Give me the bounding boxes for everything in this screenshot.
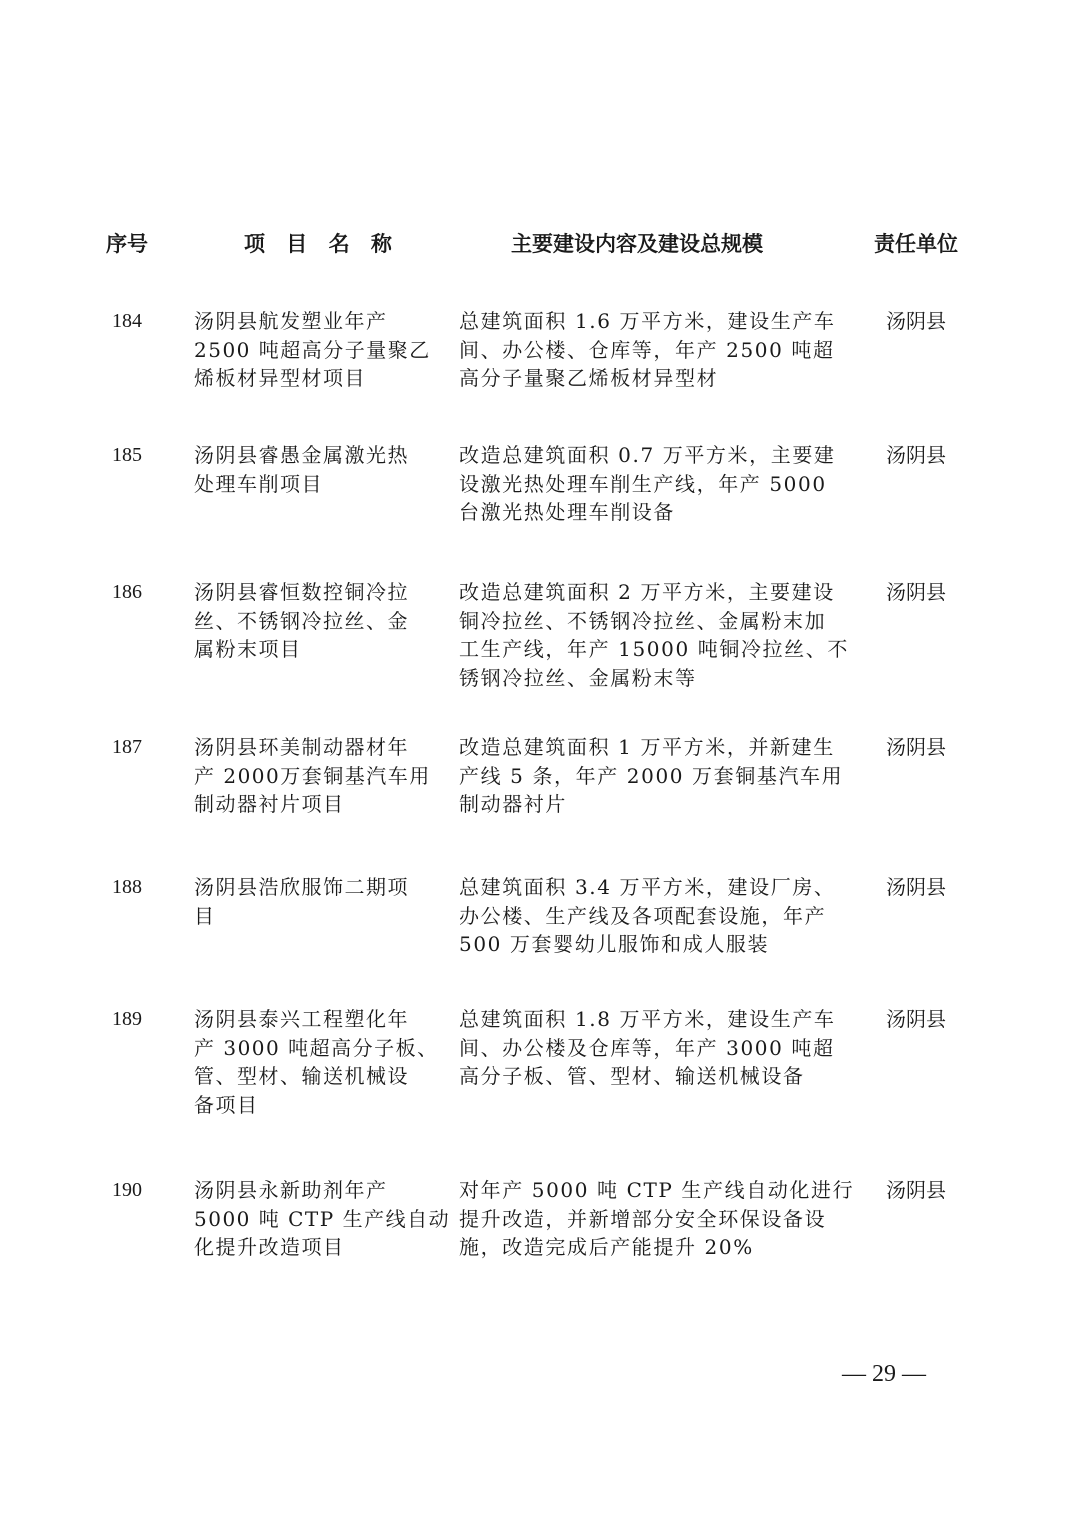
- content-line: 对年产 5000 吨 CTP 生产线自动化进行: [459, 1178, 855, 1202]
- name-line: 产 3000 吨超高分子板、: [194, 1035, 439, 1060]
- name-line: 备项目: [194, 1092, 259, 1117]
- row-responsible-unit: 汤阴县: [886, 443, 946, 467]
- row-content: [459, 1176, 855, 1262]
- content-line: 台激光热处理车削设备: [459, 500, 675, 524]
- row-seq: 189: [112, 1008, 142, 1030]
- row-project-name: [194, 1005, 439, 1119]
- row-seq: 184: [112, 310, 142, 332]
- content-line: 间、办公楼及仓库等，年产 3000 吨超: [459, 1035, 835, 1060]
- content-line: 提升改造，并新增部分安全环保设备设: [459, 1206, 827, 1231]
- content-line: 高分子板、管、型材、输送机械设备: [459, 1064, 805, 1088]
- content-line: 锈钢冷拉丝、金属粉末等: [459, 665, 697, 690]
- row-project-name: [194, 1176, 451, 1262]
- row-project-name: [194, 873, 424, 930]
- name-line: 汤阴县浩欣服饰二期项: [194, 875, 409, 899]
- name-line: 汤阴县睿愚金属激光热: [194, 443, 409, 467]
- table-header: [0, 226, 1080, 262]
- row-responsible-unit: 汤阴县: [886, 580, 946, 604]
- content-line: 铜冷拉丝、不锈钢冷拉丝、金属粉末加: [459, 608, 827, 633]
- content-line: 总建筑面积 1.8 万平方米，建设生产车: [459, 1007, 836, 1031]
- name-line: 5000 吨 CTP 生产线自动: [194, 1206, 451, 1231]
- name-line: 汤阴县航发塑业年产: [194, 309, 388, 333]
- content-line: 设激光热处理车削生产线，年产 5000: [459, 471, 827, 496]
- content-line: 制动器衬片: [459, 792, 567, 816]
- row-seq: 190: [112, 1179, 142, 1201]
- header-responsible-unit: 责任单位: [874, 232, 958, 256]
- page-number: — 29 —: [842, 1361, 926, 1387]
- row-responsible-unit: 汤阴县: [886, 875, 946, 899]
- name-line: 制动器衬片项目: [194, 792, 345, 816]
- row-project-name: [194, 578, 424, 664]
- row-project-name: [194, 441, 424, 498]
- content-line: 总建筑面积 1.6 万平方米，建设生产车: [459, 309, 836, 333]
- name-line: 属粉末项目: [194, 637, 302, 661]
- row-project-name: [194, 307, 431, 393]
- name-line: 汤阴县睿恒数控铜冷拉: [194, 580, 409, 604]
- content-line: 施，改造完成后产能提升 20%: [459, 1235, 754, 1259]
- name-line: 烯板材异型材项目: [194, 366, 366, 390]
- row-responsible-unit: 汤阴县: [886, 1178, 946, 1202]
- name-line: 汤阴县永新助剂年产: [194, 1178, 388, 1202]
- name-line: 汤阴县环美制动器材年: [194, 735, 409, 759]
- name-line: 2500 吨超高分子量聚乙: [194, 337, 431, 362]
- row-responsible-unit: 汤阴县: [886, 1007, 946, 1031]
- row-seq: 187: [112, 736, 142, 758]
- row-responsible-unit: 汤阴县: [886, 309, 946, 333]
- row-responsible-unit: 汤阴县: [886, 735, 946, 759]
- header-project-name: 项 目 名 称: [244, 232, 399, 256]
- row-seq: 185: [112, 444, 142, 466]
- row-seq: 188: [112, 876, 142, 898]
- content-line: 高分子量聚乙烯板材异型材: [459, 366, 719, 390]
- row-content: [459, 441, 836, 527]
- name-line: 汤阴县泰兴工程塑化年: [194, 1007, 409, 1031]
- name-line: 化提升改造项目: [194, 1235, 345, 1259]
- name-line: 丝、不锈钢冷拉丝、金: [194, 608, 409, 633]
- content-line: 办公楼、生产线及各项配套设施，年产: [459, 903, 827, 928]
- content-line: 改造总建筑面积 1 万平方米，并新建生: [459, 735, 835, 759]
- row-content: [459, 307, 836, 393]
- content-line: 500 万套婴幼儿服饰和成人服装: [459, 932, 770, 956]
- header-construction-content: 主要建设内容及建设总规模: [511, 232, 763, 256]
- content-line: 改造总建筑面积 0.7 万平方米，主要建: [459, 443, 836, 467]
- row-content: [459, 733, 844, 819]
- row-content: [459, 1005, 836, 1091]
- name-line: 产 2000万套铜基汽车用: [194, 763, 431, 788]
- row-content: [459, 578, 849, 692]
- row-project-name: [194, 733, 431, 819]
- name-line: 处理车削项目: [194, 471, 323, 496]
- content-line: 产线 5 条，年产 2000 万套铜基汽车用: [459, 763, 844, 788]
- name-line: 管、型材、输送机械设: [194, 1064, 409, 1088]
- header-seq: 序号: [106, 232, 148, 256]
- content-line: 间、办公楼、仓库等，年产 2500 吨超: [459, 337, 835, 362]
- content-line: 改造总建筑面积 2 万平方米，主要建设: [459, 580, 835, 604]
- row-content: [459, 873, 836, 959]
- name-line: 目: [194, 903, 216, 928]
- row-seq: 186: [112, 581, 142, 603]
- content-line: 总建筑面积 3.4 万平方米，建设厂房、: [459, 875, 836, 899]
- content-line: 工生产线，年产 15000 吨铜冷拉丝、不: [459, 637, 849, 661]
